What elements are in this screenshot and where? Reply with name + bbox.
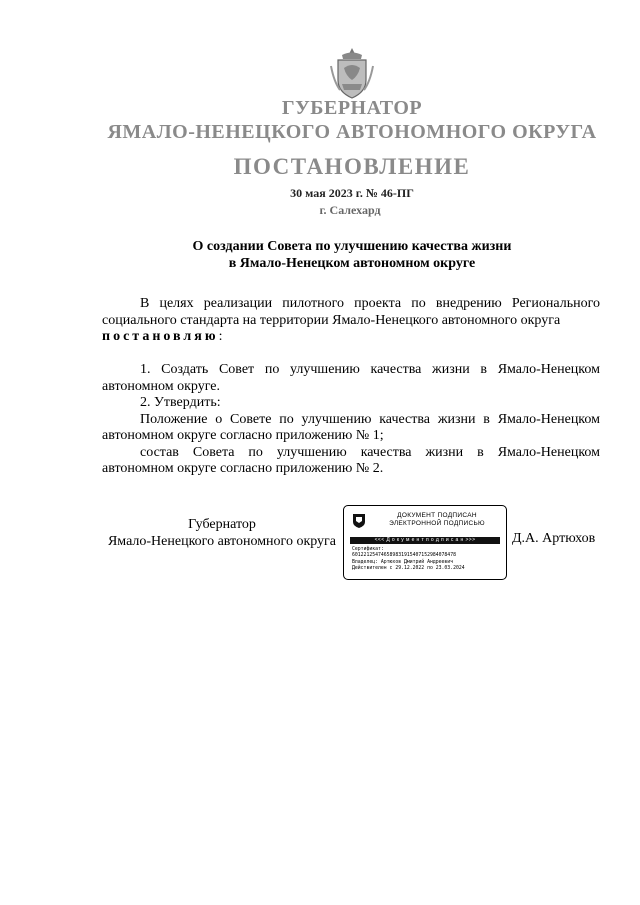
title-line-2: в Ямало-Ненецком автономном округе [228,256,476,271]
region-heading: ЯМАЛО-НЕНЕЦКОГО АВТОНОМНОГО ОКРУГА [107,121,597,143]
city: г. Салехард [319,203,381,217]
role-line-2: Ямало-Ненецкого автономного округа [107,534,337,549]
date-number: 30 мая 2023 г. № 46-ПГ [290,186,414,200]
role-line-1: Губернатор [188,517,256,532]
signatory-name: Д.А. Артюхов [512,531,596,546]
item-2: 2. Утвердить: [140,395,221,410]
stamp-cert-label: Сертификат: [352,547,384,552]
stamp-heading [372,512,502,528]
item-1: 1. Создать Совет по улучшению качества жизни в Ямало-Ненецком автономном округе. [102,362,600,394]
stamp-crest-icon [351,511,367,529]
stamp-valid: Действителен с 29.12.2022 по 23.03.2024 [352,566,465,572]
stamp-bar: <<< Д о к у м е н т п о д п и с а н >>> [350,537,500,544]
intro-paragraph [102,296,600,346]
coat-of-arms-emblem [328,46,376,100]
governor-heading: ГУБЕРНАТОР [281,97,423,119]
intro-text: В целях реализации пилотного проекта по внедрению Регионального социального стандарта на территории Ямало-Ненецкого автономного округа [102,296,600,328]
intro-colon: : [218,329,223,344]
signatory-role [102,516,342,550]
document-title [100,238,604,272]
title-line-1: О создании Совета по улучшению качества жизни [192,239,512,254]
document-type-heading: ПОСТАНОВЛЕНИЕ [233,154,471,179]
decree-items [102,362,600,478]
stamp-title-2: ЭЛЕКТРОННОЙ ПОДПИСЬЮ [389,520,485,527]
stamp-title-1: ДОКУМЕНТ ПОДПИСАН [397,512,477,519]
item-2b: состав Совета по улучшению качества жизни в Ямало-Ненецком автономном округе согласно приложению № 2. [102,444,600,476]
item-2a: Положение о Совете по улучшению качества жизни в Ямало-Ненецком автономном округе согласно приложению № 1; [102,411,600,443]
stamp-info [352,547,465,573]
electronic-signature-stamp [343,505,507,580]
decree-keyword: постановляю [102,329,219,344]
stamp-owner: Владелец: Артюхов Дмитрий Андреевич [352,559,454,565]
stamp-cert-value: 601221254746589831915407152984078478 [352,553,456,559]
